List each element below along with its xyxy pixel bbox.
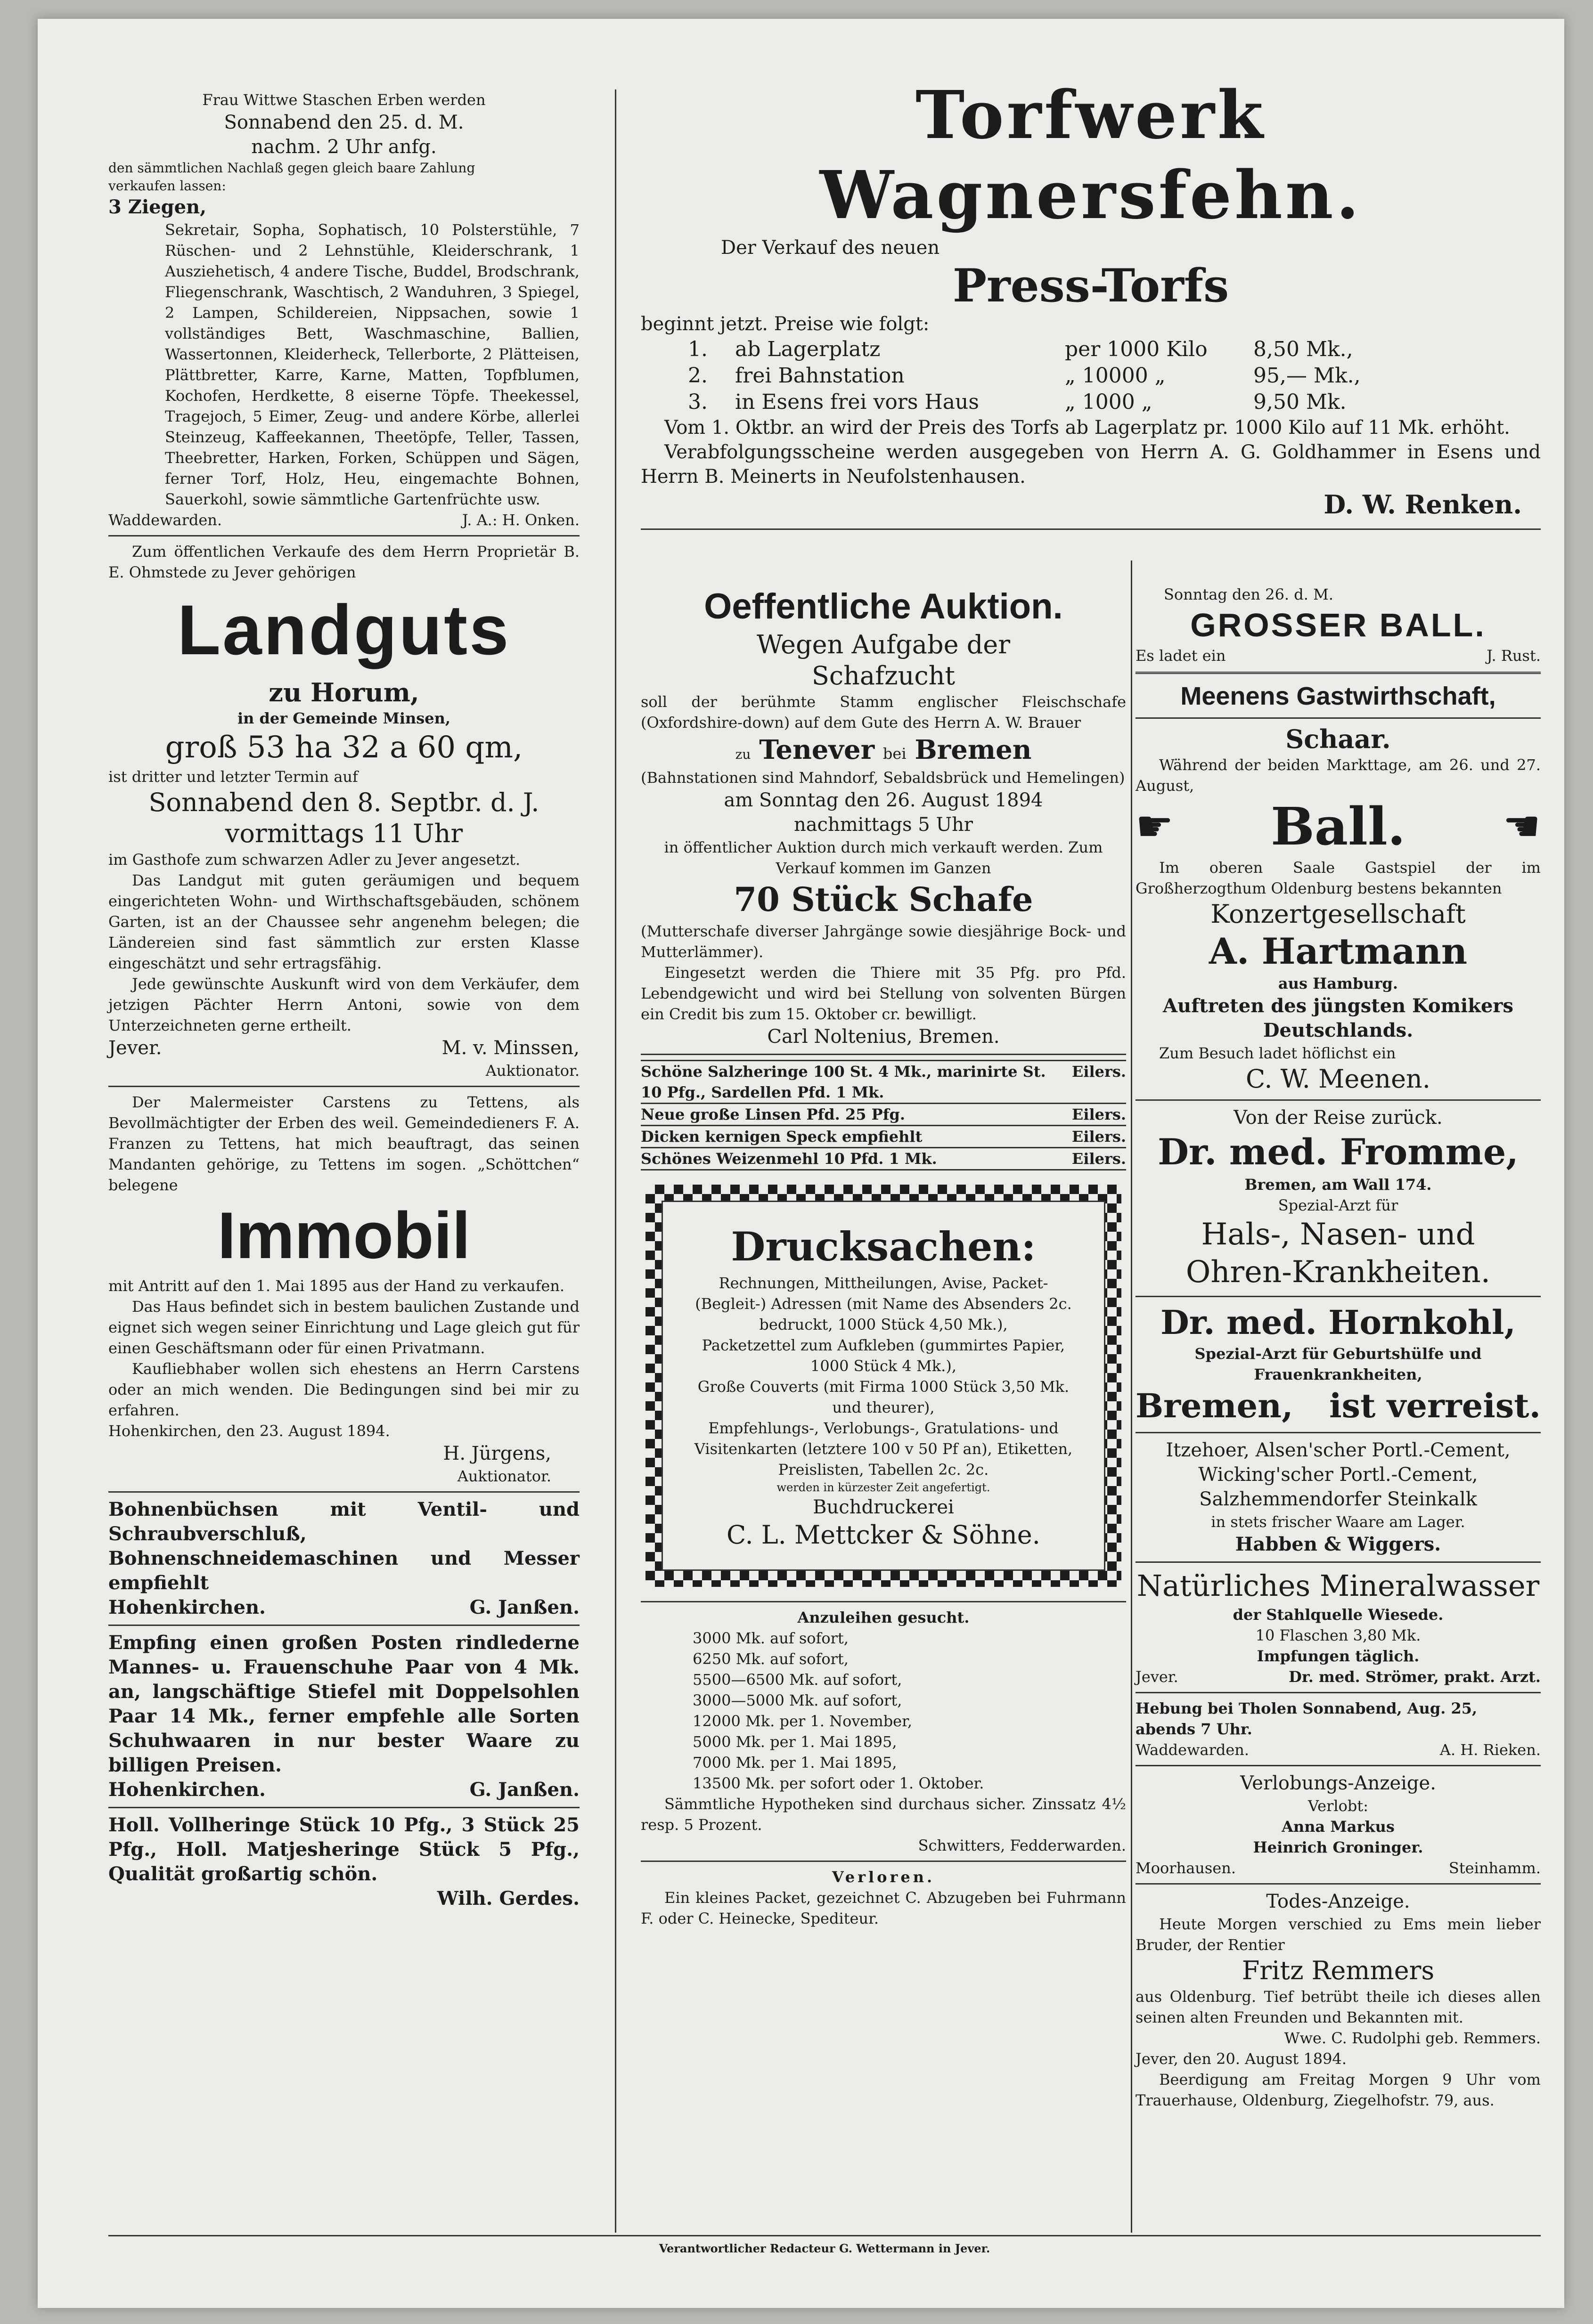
ad-status: ist verreist. <box>1329 1386 1541 1425</box>
ad-immobil <box>108 1092 580 1487</box>
ad-heringe-gerdes <box>108 1813 580 1911</box>
ad-anzuleihen <box>641 1607 1126 1856</box>
newspaper-page <box>38 19 1564 2308</box>
price-qty: per 1000 Kilo <box>1065 337 1208 361</box>
price-row <box>641 389 1541 415</box>
ad-body: Packetzettel zum Aufkleben (gummirtes Papier, 1000 Stück 4 Mk.), <box>702 1336 1065 1375</box>
ad-sub: Verlobt: <box>1307 1797 1369 1815</box>
ad-headline: Torfwerk Wagnersfehn. <box>819 77 1362 234</box>
ad-sub: in der Gemeinde Minsen, <box>237 709 451 727</box>
ad-line: Von der Reise zurück. <box>1234 1107 1443 1129</box>
ad-headline: Natürliches Mineralwasser <box>1136 1568 1540 1603</box>
loc-mid: bei <box>882 745 907 763</box>
ad-body: Schönes Weizenmehl 10 Pfd. 1 Mk. <box>641 1150 937 1168</box>
ad-signature: J. Rust. <box>1487 647 1541 665</box>
ad-intro: Zum öffentlichen Verkaufe des dem Herrn Proprietär B. E. Ohmstede zu Jever gehörigen <box>108 543 580 581</box>
ad-body: Vom 1. Oktbr. an wird der Preis des Torfs ab Lagerplatz pr. 1000 Kilo auf 11 Mk. erhöht. <box>664 417 1510 439</box>
ad-address: Bremen, am Wall 174. <box>1244 1176 1432 1194</box>
ad-sub: Konzertgesellschaft <box>1210 899 1466 929</box>
ad-head: 3 Ziegen, <box>108 196 207 218</box>
ad-signature: H. Jürgens, <box>443 1443 551 1464</box>
ad-count: 70 Stück Schafe <box>734 880 1033 919</box>
ad-line: in stets frischer Waare am Lager. <box>1211 1513 1465 1531</box>
eilers-ads <box>641 1060 1126 1170</box>
ad-line: Itzehoer, Alsen'scher Portl.-Cement, <box>1166 1439 1511 1461</box>
price-no: 3. <box>688 390 708 414</box>
ad-headline: Oeffentliche Auktion. <box>704 586 1063 626</box>
ad-place: Jever. <box>1136 1668 1178 1686</box>
ad-body: Rechnungen, Mittheilungen, Avise, Packet- (Begleit-) Adressen (mit Name des Absenders 2c. bedruckt, 1000 Stück 4,50 Mk.), <box>695 1274 1072 1333</box>
price-no: 1. <box>688 337 708 361</box>
ad-line: Impfungen täglich. <box>1257 1647 1420 1665</box>
ad-body: Dicken kernigen Speck empfiehlt <box>641 1128 923 1146</box>
column-rule-left <box>615 89 616 2233</box>
ad-place: Hohenkirchen. <box>108 1596 266 1618</box>
ad-name: Dr. med. Fromme, <box>1158 1131 1519 1173</box>
ad-body: Das Landgut mit guten geräumigen und bequem eingerichteten Wohn- und Wirthschaftsgebäuden, schönem Garten, ist an der Chaussee sehr angenehm belegen; die Ländereien sind fast sämmtlich zur ersten Klasse eingeschätzt und sehr ertragsfähig. <box>108 871 580 972</box>
ad-signature: M. v. Minssen, <box>441 1037 580 1059</box>
ad-line: Salzhemmendorfer Steinkalk <box>1199 1488 1477 1510</box>
ad-body: Beerdigung am Freitag Morgen 9 Uhr vom Trauerhause, Oldenburg, Ziegelhofstr. 79, aus. <box>1136 2071 1541 2109</box>
ad-body: Auftreten des jüngsten Komikers Deutschlands. <box>1162 995 1514 1041</box>
ad-body: Heute Morgen verschied zu Ems mein lieber Bruder, der Rentier <box>1136 1915 1541 1954</box>
ad-size: groß 53 ha 32 a 60 qm, <box>165 730 523 765</box>
loan-list <box>641 1628 1126 1794</box>
ad-sub: der Stahlquelle Wiesede. <box>1233 1606 1444 1624</box>
ad-cement <box>1136 1438 1541 1557</box>
ad-body: Eingesetzt werden die Thiere mit 35 Pfg. pro Pfd. Lebendgewicht und wird bei Stellung von solventen Bürgen ein Credit bis zum 15. Oktober cr. bewilligt. <box>641 964 1126 1023</box>
column-rule-right <box>1131 561 1132 2233</box>
ad-line: Spezial-Arzt für <box>1278 1196 1398 1214</box>
eilers-ad <box>641 1104 1126 1126</box>
eilers-ad <box>641 1148 1126 1170</box>
ad-body: Buchdruckerei <box>813 1496 954 1518</box>
ad-signature: G. Janßen. <box>469 1596 580 1618</box>
ad-body: Bohnenbüchsen mit Ventil- und Schraubverschluß, Bohnenschneidemaschinen und Messer empfiehlt <box>108 1498 580 1594</box>
page-footer <box>108 2235 1541 2256</box>
loan-item: 3000—5000 Mk. auf sofort, <box>693 1691 902 1709</box>
ad-body: Große Couverts (mit Firma 1000 Stück 3,50 Mk. und theurer), <box>697 1378 1070 1416</box>
column-middle <box>641 584 1126 1929</box>
ad-city: Bremen, <box>1136 1386 1293 1425</box>
loc-name: Tenever <box>759 734 875 765</box>
ad-drucksachen <box>662 1201 1105 1571</box>
ad-grosser-ball <box>1136 584 1541 666</box>
ad-todes-anzeige <box>1136 1889 1541 2111</box>
ad-bohnenbuechsen <box>108 1497 580 1620</box>
ad-headline: Verlobungs-Anzeige. <box>1240 1772 1436 1794</box>
ad-body: Während der beiden Markttage, am 26. und 27. August, <box>1136 756 1541 795</box>
ad-name: Heinrich Groninger. <box>1253 1838 1423 1856</box>
ad-body: Sekretair, Sopha, Sophatisch, 10 Polsterstühle, 7 Rüschen- und 2 Lehnstühle, Kleiderschrank, 1 Ausziehetisch, 4 andere Tische, Buddel, Brodschrank, Fliegenschrank, Waschtisch, 2 Wanduhren, 3 Spiegel, 2 Lampen, Schildereien, Nippsachen, sowie 1 vollständiges Bett, Waschmaschine, Ballien, Wassertonnen, Kleiderheck, Tellerborte, 2 Plätteisen, Plättbretter, Karre, Karne, Matten, Topfblumen, Kochofen, Herdkette, 8 eiserne Töpfe. Theekessel, Tragejoch, 5 Eimer, Zeug- und andere Körbe, allerlei Steinzeug, Kaffeekannen, Theetöpfe, Teller, Tassen, Theebretter, Harken, Forken, Schüppen und Sägen, ferner Torf, Holz, Heu, eingemachte Bohnen, Sauerkohl, sowie sämmtliche Gartenfrüchte usw. <box>165 221 580 508</box>
ad-body: in öffentlicher Auktion durch mich verkauft werden. Zum Verkauf kommen im Ganzen <box>664 838 1103 877</box>
ad-body: Hebung bei Tholen Sonnabend, Aug. 25, abends 7 Uhr. <box>1136 1699 1478 1738</box>
ad-fromme <box>1136 1105 1541 1291</box>
ad-line: Wicking'scher Portl.-Cement, <box>1198 1464 1478 1486</box>
eilers-ad <box>641 1060 1126 1104</box>
ad-signature: Schwitters, Fedderwarden. <box>918 1836 1126 1854</box>
ad-oeffentliche-auktion <box>641 584 1126 1049</box>
ad-line: Sonnabend den 25. d. M. <box>224 112 464 133</box>
ad-role: Auktionator. <box>457 1467 551 1485</box>
ad-sub: Schafzucht <box>811 661 956 691</box>
ad-signature: Eilers. <box>1071 1128 1126 1146</box>
ad-verloren <box>641 1867 1126 1929</box>
ad-line: Ohren-Krankheiten. <box>1185 1255 1491 1290</box>
ad-headline: Meenens Gastwirthschaft, <box>1180 682 1496 710</box>
ad-date: Sonnabend den 8. Septbr. d. J. <box>148 788 539 817</box>
ad-landgut <box>108 541 580 1081</box>
column-left <box>108 89 580 1911</box>
ad-body: Kaufliebhaber wollen sich ehestens an Herrn Carstens oder an mich wenden. Die Bedingungen sind bei mir zu erfahren. <box>108 1360 580 1419</box>
ad-body: Verabfolgungsscheine werden ausgegeben von Herrn A. G. Goldhammer in Esens und Herrn B. Meinerts in Neufolstenhausen. <box>641 441 1541 488</box>
ad-dateline: Hohenkirchen, den 23. August 1894. <box>108 1422 390 1440</box>
ad-body: Schöne Salzheringe 100 St. 4 Mk., marinirte St. 10 Pfg., Sardellen Pfd. 1 Mk. <box>641 1063 1046 1101</box>
ad-headline: Landguts <box>177 590 511 669</box>
ad-signature: C. W. Meenen. <box>1245 1064 1430 1094</box>
ad-name: A. Hartmann <box>1209 930 1468 972</box>
loc-city: Bremen <box>915 734 1032 765</box>
price-what: frei Bahnstation <box>735 364 905 388</box>
ad-intro: Der Malermeister Carstens zu Tettens, als Bevollmächtigter der Erben des weil. Gemeindedieners F. A. Franzen zu Tettens, hat mich beauftragt, das seinen Mandanten gehörige, zu Tettens im sogen. „Schöttchen“ belegene <box>108 1093 580 1194</box>
loan-item: 6250 Mk. auf sofort, <box>693 1650 849 1668</box>
ad-body: aus Oldenburg. Tief betrübt theile ich dieses allen seinen alten Freunden und Bekannten mit. <box>1136 1988 1541 2026</box>
ad-body: soll der berühmte Stamm englischer Fleischschafe (Oxfordshire-down) auf dem Gute des Herrn A. W. Brauer <box>641 693 1126 731</box>
ad-signature: G. Janßen. <box>469 1779 580 1801</box>
ad-body: Zum Besuch ladet höflichst ein <box>1159 1044 1396 1062</box>
ad-line: Frau Wittwe Staschen Erben werden <box>202 91 486 109</box>
ad-name: Fritz Remmers <box>1242 1956 1435 1985</box>
ad-body: Holl. Vollheringe Stück 10 Pfg., 3 Stück 25 Pfg., Holl. Matjesheringe Stück 5 Pfg., Qualität großartig schön. <box>108 1814 580 1885</box>
ad-place: Waddewarden. <box>108 511 222 529</box>
loan-item: 5000 Mk. per 1. Mai 1895, <box>693 1733 897 1751</box>
eilers-ad <box>641 1126 1126 1148</box>
ad-line: ist dritter und letzter Termin auf <box>108 768 358 786</box>
ad-schuhe <box>108 1631 580 1802</box>
ad-body: (Mutterschafe diverser Jahrgänge sowie diesjährige Bock- und Mutterlämmer). <box>641 922 1126 961</box>
ad-body: Ein kleines Packet, gezeichnet C. Abzugeben bei Fuhrmann F. oder C. Heinecke, Spediteur. <box>641 1889 1126 1927</box>
ad-body: Empfing einen großen Posten rindlederne Mannes- u. Frauenschuhe Paar von 4 Mk. an, langschäftige Stiefel mit Doppelsohlen Paar 14 Mk., ferner empfehle alle Sorten Schuhwaaren in nur bester Waare zu billigen Preisen. <box>108 1632 580 1776</box>
ad-line: Spezial-Arzt für Geburtshülfe und Frauenkrankheiten, <box>1194 1345 1482 1383</box>
ad-line: beginnt jetzt. Preise wie folgt: <box>641 313 930 335</box>
loan-item: 5500—6500 Mk. auf sofort, <box>693 1671 902 1689</box>
loan-item: 3000 Mk. auf sofort, <box>693 1629 849 1647</box>
ad-signature: Wilh. Gerdes. <box>437 1887 580 1910</box>
ad-line: Der Verkauf des neuen <box>721 237 940 259</box>
ad-mineralwasser <box>1136 1568 1541 1687</box>
ad-time: vormittags 11 Uhr <box>225 819 463 848</box>
ad-location <box>641 733 1126 767</box>
loan-item: 13500 Mk. per sofort oder 1. Oktober. <box>693 1774 984 1792</box>
ad-signature: Habben & Wiggers. <box>1235 1533 1441 1555</box>
ad-torfwerk <box>641 75 1541 535</box>
ad-invite: Es ladet ein <box>1136 647 1226 665</box>
ad-body: mit Antritt auf den 1. Mai 1895 aus der Hand zu verkaufen. <box>108 1277 565 1295</box>
price-qty: „ 10000 „ <box>1065 364 1166 388</box>
ad-place: Waddewarden. <box>1136 1741 1250 1759</box>
ad-verlobung <box>1136 1771 1541 1878</box>
ad-line: verkaufen lassen: <box>108 178 226 194</box>
ad-name: Anna Markus <box>1282 1818 1395 1836</box>
loc-pre: zu <box>735 747 751 762</box>
ad-line: den sämmtlichen Nachlaß gegen gleich baare Zahlung <box>108 160 475 176</box>
ad-body: Jede gewünschte Auskunft wird von dem Verkäufer, dem jetzigen Pächter Herrn Antoni, sowie von dem Unterzeichneten gerne ertheilt. <box>108 975 580 1034</box>
ad-body: Empfehlungs-, Verlobungs-, Gratulations- und Visitenkarten (letztere 100 v 50 Pf an), Etiketten, Preislisten, Tabellen 2c. 2c. <box>694 1419 1073 1479</box>
price-value: 8,50 Mk., <box>1253 337 1353 361</box>
ad-price: 10 Flaschen 3,80 Mk. <box>1255 1626 1421 1644</box>
pointing-hand-left-icon: ☚ <box>1503 802 1541 851</box>
ad-time: nachmittags 5 Uhr <box>793 814 973 836</box>
ad-date: Sonntag den 26. d. M. <box>1164 585 1334 603</box>
ad-signature: Wwe. C. Rudolphi geb. Remmers. <box>1284 2029 1541 2047</box>
ad-signature: C. L. Mettcker & Söhne. <box>727 1520 1040 1550</box>
price-table <box>641 336 1541 415</box>
loan-item: 7000 Mk. per 1. Mai 1895, <box>693 1754 897 1771</box>
price-no: 2. <box>688 364 708 388</box>
ad-signature: J. A.: H. Onken. <box>462 511 580 529</box>
ad-meenens <box>1136 680 1541 1095</box>
ad-body: werden in kürzester Zeit angefertigt. <box>776 1481 990 1494</box>
ad-body: Sämmtliche Hypotheken sind durchaus sicher. Zinssatz 4½ resp. 5 Prozent. <box>641 1795 1126 1834</box>
ad-headline: GROSSER BALL. <box>1190 607 1486 643</box>
price-value: 9,50 Mk. <box>1253 390 1347 414</box>
ad-place: Moorhausen. <box>1136 1859 1236 1877</box>
footer-editor: Verantwortlicher Redacteur G. Wettermann in Jever. <box>659 2242 990 2255</box>
ad-headline: Immobil <box>217 1198 471 1272</box>
ad-body: Neue große Linsen Pfd. 25 Pfg. <box>641 1105 905 1123</box>
ad-role: Auktionator. <box>485 1062 580 1080</box>
ad-signature: Dr. med. Strömer, prakt. Arzt. <box>1289 1668 1541 1686</box>
ad-sub: Wegen Aufgabe der <box>756 630 1011 659</box>
ad-place: Steinhamm. <box>1448 1859 1541 1877</box>
ad-line: im Gasthofe zum schwarzen Adler zu Jever angesetzt. <box>108 851 521 869</box>
pointing-hand-right-icon: ☛ <box>1136 802 1174 851</box>
price-row <box>641 363 1541 389</box>
ad-place: Schaar. <box>1285 724 1391 754</box>
ad-body: Im oberen Saale Gastspiel der im Großherzogthum Oldenburg bestens bekannten <box>1136 859 1541 897</box>
ad-line: Hals-, Nasen- und <box>1201 1217 1475 1252</box>
ad-place: Hohenkirchen. <box>108 1779 266 1801</box>
ad-signature: Eilers. <box>1071 1150 1126 1168</box>
ad-sub: aus Hamburg. <box>1278 975 1398 992</box>
loan-item: 12000 Mk. per 1. November, <box>693 1712 913 1730</box>
ad-body: (Bahnstationen sind Mahndorf, Sebaldsbrück und Hemelingen) <box>641 769 1125 787</box>
ad-body: Das Haus befindet sich in bestem baulichen Zustande und eignet sich wegen seiner Einrichtung und Lage gleich gut für einen Geschäftsmann oder für einen Privatmann. <box>108 1298 580 1357</box>
column-right <box>1136 584 1541 2111</box>
ad-name: Dr. med. Hornkohl, <box>1160 1303 1516 1342</box>
ad-hornkohl <box>1136 1302 1541 1427</box>
price-value: 95,— Mk., <box>1253 364 1361 388</box>
ad-headline: Todes-Anzeige. <box>1266 1891 1410 1912</box>
ad-line: nachm. 2 Uhr anfg. <box>251 136 437 158</box>
drucksachen-frame <box>645 1185 1121 1587</box>
ad-place: Jever. <box>108 1037 162 1059</box>
ad-signature: D. W. Renken. <box>1323 489 1522 520</box>
price-what: ab Lagerplatz <box>735 337 881 361</box>
ad-signature: Eilers. <box>1071 1063 1126 1081</box>
ad-ball: Ball. <box>1270 796 1406 857</box>
ad-staschen-auction <box>108 89 580 530</box>
price-what: in Esens frei vors Haus <box>735 390 979 414</box>
ad-headline: Verloren. <box>832 1868 935 1886</box>
ad-sub: zu Horum, <box>269 677 419 707</box>
price-row <box>641 336 1541 363</box>
ad-signature: Eilers. <box>1071 1105 1126 1123</box>
ad-product: Press-Torfs <box>952 259 1229 312</box>
ad-signature: Carl Noltenius, Bremen. <box>767 1026 1000 1048</box>
ad-hebung <box>1136 1698 1541 1760</box>
price-qty: „ 1000 „ <box>1065 390 1152 414</box>
ad-date: am Sonntag den 26. August 1894 <box>724 789 1043 811</box>
ball-row <box>1136 796 1541 857</box>
ad-headline: Drucksachen: <box>731 1223 1036 1270</box>
ad-signature: A. H. Rieken. <box>1439 1741 1541 1759</box>
ad-headline: Anzuleihen gesucht. <box>797 1609 970 1626</box>
ad-dateline: Jever, den 20. August 1894. <box>1136 2050 1347 2068</box>
